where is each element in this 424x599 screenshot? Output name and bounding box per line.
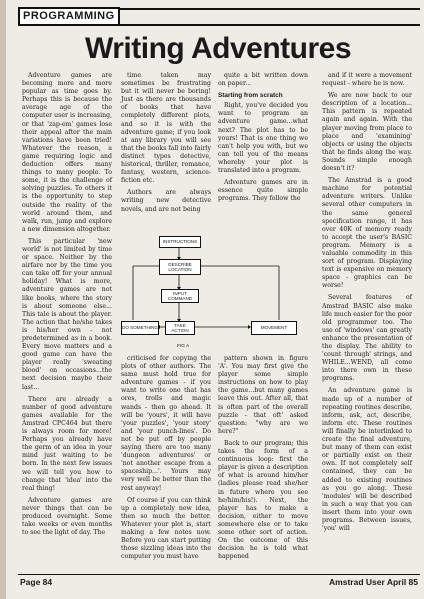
paragraph: and if it were a movement request - where he is now.: [322, 72, 412, 88]
flowchart-box-input-command: INPUT COMMAND: [161, 289, 199, 303]
column-1: [22, 72, 112, 537]
paragraph: Several features of Amstrad BASIC also make life much easier for the poor old programmer too. The use of 'windows' can greatly enhance the presentation of the display. The ability to 'count through' strings, and WHILE...WEND, all come into there own in these programs.: [322, 294, 412, 383]
paragraph: Back to our program; this takes the form of a continuous loop: first the player is given a description of what is around him/her (ladies please read she/her in future where you see he/him/his!). Next, the player has to make a decision, either to move somewhere else or to take some other sort of action. On the outcome of this decision he is told what happened: [218, 439, 308, 561]
figure-caption: FIG A: [177, 344, 190, 349]
paragraph: Authors are always writing new detective novels, and are not being: [121, 189, 211, 213]
paragraph: We are now back to our description of a location... This pattern is repeated again and again. With the player moving from place to place and 'examining' objects or using the objects that he finds along the way. Sounds simple enough doesn't it?: [322, 92, 412, 173]
page-number: Page 84: [20, 577, 53, 587]
column-2-bottom: [121, 355, 211, 561]
column-3-bottom: [218, 355, 308, 561]
paragraph: criticised for copying the plots of other authors. The same must hold true for adventure games - if you want to write one that has ores, trolls and magic wands - then go ahead. It will be 'yours', it will have 'your puzzles', 'your story' and 'your punch-lines'. Do not be put off by people saying there are too many 'dungeon adventures' or 'not another escape from a spaceship...'. Yours may very well be better than the rest anyway!: [121, 355, 211, 492]
flowchart-box-instructions: INSTRUCTIONS: [159, 236, 201, 248]
page-footer: [18, 574, 420, 589]
issue-label: Amstrad User April 85: [329, 577, 418, 587]
paragraph: Of course if you can think up a completely new idea, then so much the better. Whatever your plot is, start making a few notes now. Before you can start putting those sizzling ideas into the computer you must have: [121, 496, 211, 561]
subheading: Starting from scratch: [218, 92, 283, 100]
flowchart-box-do-something: DO SOMETHING: [121, 321, 159, 335]
section-label: PROGRAMMING: [18, 7, 120, 26]
flowchart-box-take-action: TAKE ACTION: [165, 321, 195, 335]
flowchart-box-movement: MOVEMENT: [251, 321, 297, 335]
paragraph: time taken may sometimes be frustrating but it will never be boring! Just as there are thousands of books that have completely different plots, and so it is with the adventure game; if you look at any library you will see that the books fall into fairly distinct types detective, historical, thriller, romance, fantasy, western, science-fiction etc.: [121, 72, 211, 185]
article-title: Writing Adventures: [84, 32, 352, 65]
paragraph: An adventure game is made up of a number of repeating routines describe, inform, ask, act, describe, inform etc. These routines will finally be interlinked to create the final adventure, but many of them can exist or partially exist on their own. If not completely self contained, they can be added to existing routines as you go along. These 'modules' will be described in such a way that you can insert them into your own programs. Between issues, 'you' will: [322, 387, 412, 533]
column-3-top: [218, 72, 308, 222]
paragraph: The Amstrad is a good machine for potential adventure writers. Unlike several other computers in the same general specification range, it has over 40K of memory ready to accept the user's BASIC program. Memory is a valuable commodity in this sort of program. Displaying text is expensive on memory space - graphics can be worse!: [322, 177, 412, 290]
paragraph: quite a bit written down on paper...: [218, 72, 308, 88]
paragraph: pattern shown in figure 'A'. You may first give the player some simple instructions on how to play the game...but many games leave this out. After all, that is often part of the overall puzzle - that oft' asked question: "why are we here?": [218, 355, 308, 435]
paragraph: There are already a number of good adventure games available for the Amstrad CPC464 but there is always room for more! Perhaps you already have the germ of an idea in your mind just waiting to be born. In the next few issues we will tell you how to change that 'idea' into the real thing!: [22, 395, 112, 492]
flowchart-box-describe-location: DESCRIBE LOCATION: [159, 259, 201, 275]
paragraph: This particular 'new world' is not limited by time or space. Neither by the airfare nor by the time you can take off for your annual holiday! What is more, adventure games are not like books, where the story is about someone else... This tale is about the player. The action that he/she takes is his/her own - not predetermined as in a book. Every move matters and a good game can have the player really 'sweating blood' on occasions...the next decision maybe their last...: [22, 237, 112, 391]
flowchart-figure: [119, 228, 319, 352]
paragraph: Right, you've decided you want to program an adventure game...what next? The plot has to be yours! That is one thing we can't help you with, but we can tell you of the means whereby your plot is translated into a program.: [218, 102, 308, 175]
paragraph: Adventure games are becoming more and more popular as time goes by. Perhaps this is because the average age of the computer user is increasing, or that 'zap-em' games lose their appeal after the main variations have been tried! Whatever the reason, a game requiring logic and deduction offers many things to many people. To some, it is the challenge of solving puzzles. To others it is the opportunity to step outside the reality of the world around them, and walk, run, jump and explore a new dimension altogether.: [22, 72, 112, 233]
column-4: [322, 72, 412, 537]
column-2-top: [121, 72, 211, 222]
paragraph: Adventure games are never things that can be produced overnight. Some take weeks or even months to see the light of day. The: [22, 496, 112, 537]
paragraph: Adventure games are in essence quite simple programs. They follow the: [218, 179, 308, 203]
section-header-bar: [18, 8, 420, 26]
